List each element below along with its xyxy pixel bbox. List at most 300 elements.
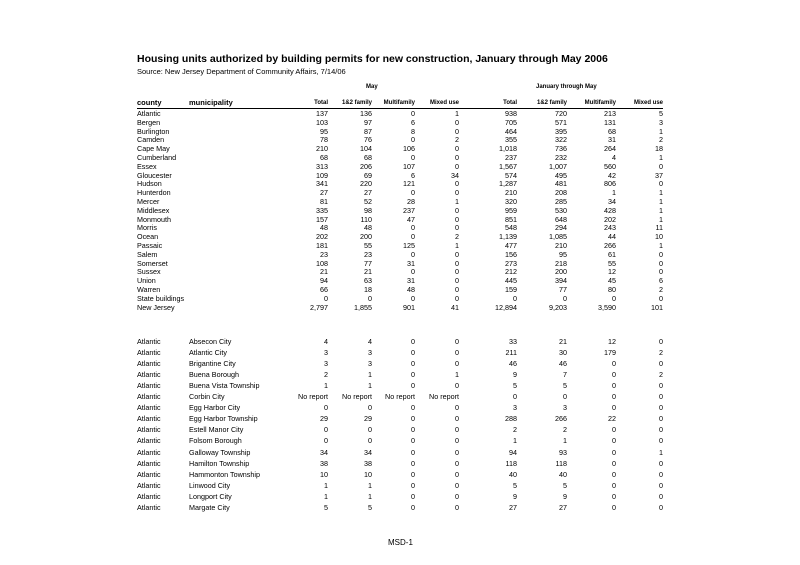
ytd-1-2-family-cell: 208	[555, 188, 567, 198]
ytd-mixed-use-cell: 1	[659, 214, 663, 224]
may-total-cell: 5	[324, 502, 328, 512]
county-row	[0, 251, 800, 259]
header-rule	[137, 108, 663, 109]
ytd-total-cell: 288	[505, 414, 517, 424]
ytd-total-cell: 12,894	[495, 302, 517, 312]
ytd-mixed-use-cell: 1	[659, 197, 663, 206]
ytd-1-2-family-cell: 1,085	[549, 232, 567, 242]
ytd-1-2-family-cell: 294	[555, 223, 567, 233]
ytd-multifamily-cell: 0	[612, 469, 616, 479]
county-row	[0, 207, 800, 215]
may-mixed-use-cell: 0	[455, 469, 459, 479]
may-total-cell: 1	[324, 381, 328, 391]
may-mixed-use-cell: 1	[455, 370, 459, 380]
county-cell: Burlington	[137, 126, 170, 136]
may-total-cell: 23	[320, 249, 328, 259]
ytd-1-2-family-cell: 7	[563, 370, 567, 380]
county-row	[0, 224, 800, 232]
ytd-1-2-family-cell: 30	[559, 348, 567, 358]
may-1-2-family-cell: 68	[364, 153, 372, 162]
may-total-cell: 2,797	[310, 302, 328, 312]
may-1-2-family-cell: 27	[364, 188, 372, 198]
ytd-multifamily-cell: 0	[612, 403, 616, 413]
county-cell: Atlantic	[137, 337, 161, 346]
may-mixed-use-cell: 1	[455, 109, 459, 118]
ytd-total-cell: 1,139	[499, 232, 517, 242]
ytd-multifamily-cell: 42	[608, 170, 616, 180]
ytd-multifamily-cell: 202	[604, 214, 616, 224]
ytd-mixed-use-cell: 10	[655, 232, 663, 242]
municipal-row	[0, 504, 800, 512]
ytd-multifamily-cell: 0	[612, 502, 616, 512]
may-total-cell: 157	[316, 214, 328, 224]
municipal-row	[0, 404, 800, 412]
may-mixed-use-cell: 0	[455, 144, 459, 154]
ytd-1-2-family-cell: 46	[559, 359, 567, 369]
ytd-multifamily-cell: 55	[608, 258, 616, 268]
county-row	[0, 163, 800, 171]
municipal-row	[0, 471, 800, 479]
ytd-1-2-family-cell: 1,007	[549, 161, 567, 171]
ytd-1-2-family-cell: 9	[563, 491, 567, 501]
may-total-cell: Total	[314, 100, 328, 106]
may-mixed-use-cell: 0	[455, 153, 459, 162]
may-1-2-family-cell: No report	[342, 392, 372, 402]
municipality-cell: Hamilton Township	[189, 458, 250, 468]
may-multifamily-cell: 0	[411, 109, 415, 118]
ytd-multifamily-cell: 213	[604, 109, 616, 118]
may-total-cell: 202	[316, 232, 328, 242]
county-cell: Atlantic	[137, 348, 161, 358]
may-multifamily-cell: 0	[411, 359, 415, 369]
group-label-may: May	[366, 84, 378, 90]
may-1-2-family-cell: 69	[364, 170, 372, 180]
ytd-total-cell: 1,018	[499, 144, 517, 154]
may-total-cell: No report	[298, 392, 328, 402]
may-mixed-use-cell: 0	[455, 502, 459, 512]
may-1-2-family-cell: 87	[364, 126, 372, 136]
may-mixed-use-cell: 0	[455, 117, 459, 127]
may-1-2-family-cell: 5	[368, 502, 372, 512]
may-1-2-family-cell: 98	[364, 205, 372, 215]
ytd-multifamily-cell: 0	[612, 447, 616, 457]
ytd-1-2-family-cell: 0	[563, 293, 567, 303]
ytd-1-2-family-cell: 530	[555, 205, 567, 215]
may-1-2-family-cell: 4	[368, 337, 372, 346]
ytd-mixed-use-cell: 0	[659, 392, 663, 402]
county-cell: Monmouth	[137, 214, 171, 224]
may-1-2-family-cell: 34	[364, 447, 372, 457]
ytd-total-cell: 938	[505, 109, 517, 118]
may-mixed-use-cell: 0	[455, 337, 459, 346]
ytd-mixed-use-cell: 2	[659, 285, 663, 294]
county-cell: Atlantic	[137, 447, 161, 457]
county-row	[0, 154, 800, 162]
county-cell: Warren	[137, 285, 161, 294]
may-1-2-family-cell: 1	[368, 381, 372, 391]
may-1-2-family-cell: 29	[364, 414, 372, 424]
ytd-total-cell: 27	[509, 502, 517, 512]
ytd-1-2-family-cell: 394	[555, 276, 567, 286]
municipality-cell: Estell Manor City	[189, 425, 244, 435]
ytd-total-cell: 0	[513, 293, 517, 303]
ytd-1-2-family-cell: 200	[555, 267, 567, 277]
may-mixed-use-cell: 0	[455, 458, 459, 468]
may-multifamily-cell: 121	[403, 179, 415, 189]
may-multifamily-cell: 0	[411, 403, 415, 413]
may-total-cell: 2	[324, 370, 328, 380]
may-mixed-use-cell: 0	[455, 425, 459, 435]
may-multifamily-cell: 6	[411, 117, 415, 127]
ytd-1-2-family-cell: 648	[555, 214, 567, 224]
county-cell: New Jersey	[137, 302, 175, 312]
ytd-mixed-use-cell: 0	[659, 337, 663, 346]
may-total-cell: 34	[320, 447, 328, 457]
may-multifamily-cell: 901	[403, 302, 415, 312]
may-multifamily-cell: Multifamily	[383, 100, 415, 106]
county-cell: Atlantic	[137, 109, 161, 118]
ytd-total-cell: 1,287	[499, 179, 517, 189]
may-multifamily-cell: 0	[411, 502, 415, 512]
ytd-total-cell: 3	[513, 403, 517, 413]
may-multifamily-cell: 0	[411, 480, 415, 490]
county-row	[0, 136, 800, 144]
may-total-cell: 4	[324, 337, 328, 346]
municipal-row	[0, 371, 800, 379]
county-cell: Gloucester	[137, 170, 172, 180]
ytd-multifamily-cell: 266	[604, 241, 616, 250]
may-1-2-family-cell: 97	[364, 117, 372, 127]
table-header-row	[0, 99, 800, 107]
ytd-total-cell: 5	[513, 480, 517, 490]
county-cell: Salem	[137, 249, 158, 259]
page-title: Housing units authorized by building permits for new construction, January through May 2006	[137, 53, 608, 65]
may-multifamily-cell: 0	[411, 458, 415, 468]
municipal-row	[0, 338, 800, 346]
municipal-row	[0, 460, 800, 468]
may-mixed-use-cell: 0	[455, 285, 459, 294]
ytd-1-2-family-cell: 21	[559, 337, 567, 346]
may-1-2-family-cell: 0	[368, 293, 372, 303]
municipality-cell: Galloway Township	[189, 447, 251, 457]
may-mixed-use-cell: 0	[455, 267, 459, 277]
may-1-2-family-cell: 77	[364, 258, 372, 268]
ytd-multifamily-cell: 12	[608, 337, 616, 346]
may-multifamily-cell: 0	[411, 153, 415, 162]
may-total-cell: 0	[324, 425, 328, 435]
may-multifamily-cell: 0	[411, 267, 415, 277]
may-1-2-family-cell: 48	[364, 223, 372, 233]
may-1-2-family-cell: 38	[364, 458, 372, 468]
may-1-2-family-cell: 0	[368, 403, 372, 413]
municipal-row	[0, 449, 800, 457]
may-1-2-family-cell: 200	[360, 232, 372, 242]
may-1-2-family-cell: 136	[360, 109, 372, 118]
ytd-multifamily-cell: 131	[604, 117, 616, 127]
municipal-row	[0, 393, 800, 401]
ytd-total-cell: 118	[505, 458, 517, 468]
ytd-total-cell: 320	[505, 197, 517, 206]
may-mixed-use-cell: 41	[451, 302, 459, 312]
may-mixed-use-cell: 0	[455, 276, 459, 286]
ytd-total-cell: 40	[509, 469, 517, 479]
may-1-2-family-cell: 1,855	[354, 302, 372, 312]
county-cell: Atlantic	[137, 403, 161, 413]
may-total-cell: 341	[316, 179, 328, 189]
county-cell: Mercer	[137, 197, 160, 206]
may-1-2-family-cell: 63	[364, 276, 372, 286]
county-cell: Essex	[137, 161, 157, 171]
ytd-multifamily-cell: 80	[608, 285, 616, 294]
ytd-mixed-use-cell: 5	[659, 109, 663, 118]
may-multifamily-cell: 47	[407, 214, 415, 224]
may-mixed-use-cell: 0	[455, 480, 459, 490]
may-multifamily-cell: 0	[411, 491, 415, 501]
ytd-total-cell: 210	[505, 188, 517, 198]
may-multifamily-cell: 0	[411, 135, 415, 145]
may-multifamily-cell: 0	[411, 447, 415, 457]
county-row	[0, 242, 800, 250]
municipality-cell: Absecon City	[189, 337, 232, 346]
municipality-cell: Linwood City	[189, 480, 231, 490]
municipal-row	[0, 360, 800, 368]
may-total-cell: 109	[316, 170, 328, 180]
may-mixed-use-cell: 0	[455, 249, 459, 259]
may-mixed-use-cell: 0	[455, 491, 459, 501]
ytd-1-2-family-cell: 0	[563, 392, 567, 402]
may-mixed-use-cell: 0	[455, 447, 459, 457]
ytd-mixed-use-cell: 0	[659, 403, 663, 413]
county-cell: Union	[137, 276, 156, 286]
ytd-multifamily-cell: 806	[604, 179, 616, 189]
county-cell: State buildings	[137, 293, 185, 303]
county-cell: Morris	[137, 223, 157, 233]
ytd-total-cell: 33	[509, 337, 517, 346]
ytd-multifamily-cell: 45	[608, 276, 616, 286]
ytd-total-cell: 574	[505, 170, 517, 180]
may-total-cell: 1	[324, 491, 328, 501]
ytd-mixed-use-cell: 0	[659, 359, 663, 369]
ytd-1-2-family-cell: 571	[555, 117, 567, 127]
county-row	[0, 128, 800, 136]
may-mixed-use-cell: 0	[455, 205, 459, 215]
county-cell: Atlantic	[137, 491, 161, 501]
may-1-2-family-cell: 1	[368, 491, 372, 501]
ytd-multifamily-cell: 0	[612, 381, 616, 391]
may-total-cell: 210	[316, 144, 328, 154]
ytd-mixed-use-cell: 0	[659, 381, 663, 391]
may-multifamily-cell: 0	[411, 232, 415, 242]
municipality-cell: Brigantine City	[189, 359, 236, 369]
may-multifamily-cell: 31	[407, 276, 415, 286]
ytd-multifamily-cell: 22	[608, 414, 616, 424]
ytd-multifamily-cell: 68	[608, 126, 616, 136]
county-row	[0, 233, 800, 241]
may-mixed-use-cell: 0	[455, 359, 459, 369]
may-total-cell: 0	[324, 436, 328, 446]
may-multifamily-cell: 6	[411, 170, 415, 180]
may-total-cell: 48	[320, 223, 328, 233]
county-row	[0, 268, 800, 276]
ytd-multifamily-cell: 31	[608, 135, 616, 145]
county-row	[0, 260, 800, 268]
county-cell: Bergen	[137, 117, 161, 127]
may-multifamily-cell: 0	[411, 293, 415, 303]
county-cell: Atlantic	[137, 436, 161, 446]
ytd-multifamily-cell: 243	[604, 223, 616, 233]
ytd-1-2-family-cell: 285	[555, 197, 567, 206]
ytd-multifamily-cell: 179	[604, 348, 616, 358]
ytd-total-cell: 1,567	[499, 161, 517, 171]
county-cell: Somerset	[137, 258, 168, 268]
county-row	[0, 110, 800, 118]
county-cell: Atlantic	[137, 502, 161, 512]
county-cell: Atlantic	[137, 381, 161, 391]
may-total-cell: 94	[320, 276, 328, 286]
municipality-cell: Longport City	[189, 491, 232, 501]
ytd-total-cell: 464	[505, 126, 517, 136]
may-1-2-family-cell: 23	[364, 249, 372, 259]
may-total-cell: 0	[324, 403, 328, 413]
municipal-row	[0, 437, 800, 445]
may-total-cell: 181	[316, 241, 328, 250]
ytd-total-cell: 0	[513, 392, 517, 402]
may-mixed-use-cell: 0	[455, 179, 459, 189]
ytd-1-2-family-cell: 95	[559, 249, 567, 259]
county-row	[0, 198, 800, 206]
may-1-2-family-cell: 55	[364, 241, 372, 250]
may-multifamily-cell: 0	[411, 414, 415, 424]
may-multifamily-cell: 48	[407, 285, 415, 294]
ytd-multifamily-cell: 4	[612, 153, 616, 162]
may-total-cell: 313	[316, 161, 328, 171]
may-1-2-family-cell: 3	[368, 359, 372, 369]
may-multifamily-cell: 0	[411, 348, 415, 358]
ytd-total-cell: Total	[503, 100, 517, 106]
county-cell: Hudson	[137, 179, 162, 189]
may-mixed-use-cell: 0	[455, 188, 459, 198]
may-mixed-use-cell: 0	[455, 381, 459, 391]
county-cell: Sussex	[137, 267, 161, 277]
may-mixed-use-cell: 0	[455, 436, 459, 446]
ytd-total-cell: 2	[513, 425, 517, 435]
county-cell: Cumberland	[137, 153, 177, 162]
county-cell: Atlantic	[137, 359, 161, 369]
ytd-total-cell: 46	[509, 359, 517, 369]
ytd-mixed-use-cell: 0	[659, 436, 663, 446]
ytd-mixed-use-cell: 0	[659, 425, 663, 435]
ytd-mixed-use-cell: 2	[659, 348, 663, 358]
municipality-cell: Folsom Borough	[189, 436, 242, 446]
county-row	[0, 295, 800, 303]
ytd-total-cell: 9	[513, 491, 517, 501]
county-cell: Atlantic	[137, 370, 161, 380]
ytd-mixed-use-cell: 0	[659, 414, 663, 424]
may-1-2-family-cell: 76	[364, 135, 372, 145]
may-1-2-family-cell: 0	[368, 425, 372, 435]
ytd-multifamily-cell: 0	[612, 392, 616, 402]
ytd-1-2-family-cell: 5	[563, 480, 567, 490]
may-mixed-use-cell: 1	[455, 241, 459, 250]
county-cell: Atlantic	[137, 414, 161, 424]
may-total-cell: 27	[320, 188, 328, 198]
may-multifamily-cell: 0	[411, 436, 415, 446]
ytd-mixed-use-cell: 1	[659, 153, 663, 162]
may-multifamily-cell: 0	[411, 381, 415, 391]
ytd-mixed-use-cell: 2	[659, 135, 663, 145]
ytd-mixed-use-cell: 0	[659, 179, 663, 189]
ytd-1-2-family-cell: 40	[559, 469, 567, 479]
may-1-2-family-cell: 104	[360, 144, 372, 154]
may-multifamily-cell: 0	[411, 188, 415, 198]
may-multifamily-cell: 106	[403, 144, 415, 154]
municipality-cell: Margate City	[189, 502, 230, 512]
may-total-cell: 3	[324, 359, 328, 369]
county-cell: Camden	[137, 135, 165, 145]
county-row	[0, 172, 800, 180]
ytd-mixed-use-cell: 1	[659, 241, 663, 250]
county-row	[0, 304, 800, 312]
ytd-total-cell: 237	[505, 153, 517, 162]
may-1-2-family-cell: 220	[360, 179, 372, 189]
ytd-total-cell: 1	[513, 436, 517, 446]
county-cell: Passaic	[137, 241, 163, 250]
county-row	[0, 216, 800, 224]
ytd-multifamily-cell: 3,590	[598, 302, 616, 312]
ytd-1-2-family-cell: 481	[555, 179, 567, 189]
ytd-total-cell: 705	[505, 117, 517, 127]
ytd-total-cell: 5	[513, 381, 517, 391]
ytd-total-cell: 959	[505, 205, 517, 215]
county-row	[0, 180, 800, 188]
ytd-1-2-family-cell: 218	[555, 258, 567, 268]
may-total-cell: 81	[320, 197, 328, 206]
may-total-cell: 29	[320, 414, 328, 424]
ytd-mixed-use-cell: 1	[659, 205, 663, 215]
may-multifamily-cell: 0	[411, 425, 415, 435]
ytd-total-cell: 211	[505, 348, 517, 358]
may-multifamily-cell: 28	[407, 197, 415, 206]
ytd-mixed-use-cell: 0	[659, 161, 663, 171]
ytd-total-cell: 212	[505, 267, 517, 277]
county-cell: Atlantic	[137, 469, 161, 479]
page-footer: MSD-1	[388, 538, 413, 547]
may-1-2-family-cell: 52	[364, 197, 372, 206]
may-multifamily-cell: 237	[403, 205, 415, 215]
county-cell: Atlantic	[137, 392, 161, 402]
ytd-mixed-use-cell: 37	[655, 170, 663, 180]
county-row	[0, 286, 800, 294]
may-total-cell: 21	[320, 267, 328, 277]
may-1-2-family-cell: 21	[364, 267, 372, 277]
ytd-mixed-use-cell: 0	[659, 491, 663, 501]
ytd-multifamily-cell: 44	[608, 232, 616, 242]
may-mixed-use-cell: 0	[455, 223, 459, 233]
county-cell: Atlantic	[137, 458, 161, 468]
may-total-cell: 95	[320, 126, 328, 136]
ytd-mixed-use-cell: 1	[659, 126, 663, 136]
may-total-cell: 68	[320, 153, 328, 162]
may-total-cell: 108	[316, 258, 328, 268]
ytd-multifamily-cell: 61	[608, 249, 616, 259]
ytd-1-2-family-cell: 118	[555, 458, 567, 468]
ytd-1-2-family-cell: 1&2 family	[536, 100, 567, 106]
ytd-mixed-use-cell: 0	[659, 480, 663, 490]
may-1-2-family-cell: 10	[364, 469, 372, 479]
county-cell: Cape May	[137, 144, 170, 154]
ytd-total-cell: 355	[505, 135, 517, 145]
municipality-cell: Atlantic City	[189, 348, 227, 358]
